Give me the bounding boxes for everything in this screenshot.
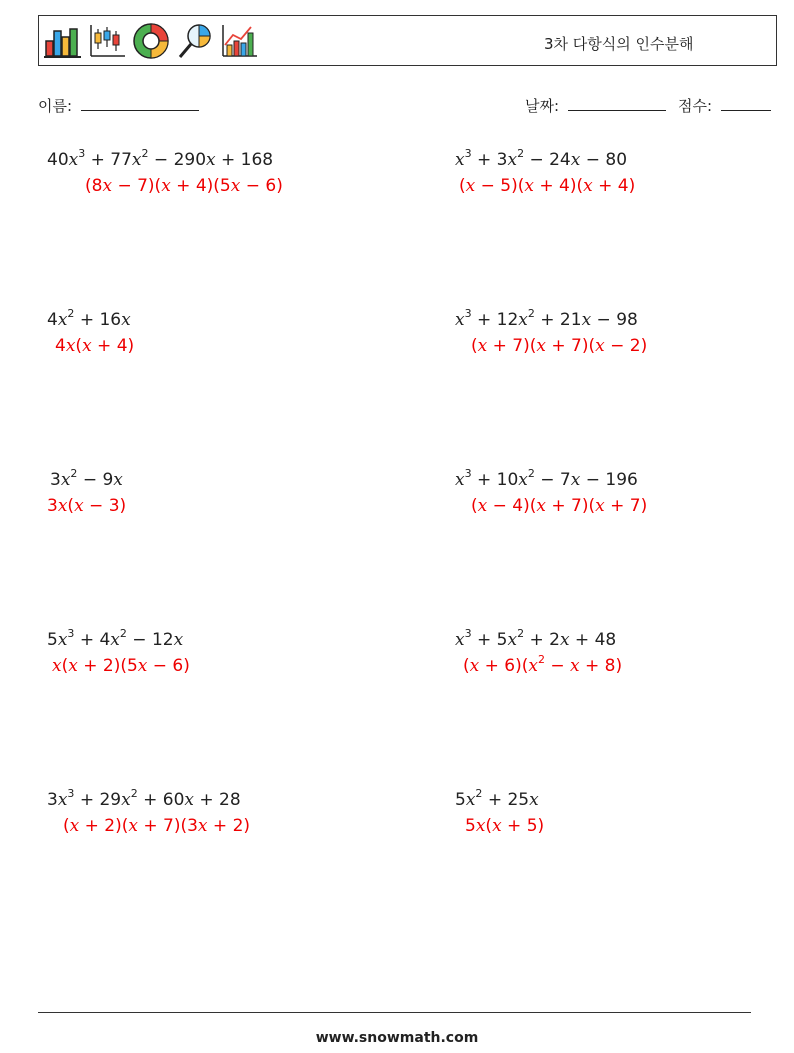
name-field xyxy=(38,95,199,116)
score-field xyxy=(678,95,771,116)
problem-1 xyxy=(47,147,283,196)
problem-answer: (x − 4)(x + 7)(x + 7) xyxy=(471,496,648,516)
problem-8 xyxy=(455,627,623,676)
problem-5 xyxy=(47,467,127,516)
name-blank[interactable] xyxy=(81,96,199,111)
name-label: 이름: xyxy=(38,97,73,115)
candlestick-chart-icon xyxy=(87,21,127,61)
score-label: 점수: xyxy=(678,97,713,115)
problem-answer: 5x(x + 5) xyxy=(465,816,545,836)
problem-3 xyxy=(47,307,135,356)
problem-6 xyxy=(455,467,648,516)
date-field xyxy=(525,95,666,116)
problem-question: $x^3 + 3x^2 - 24x - 80$ xyxy=(455,147,628,170)
problem-question: $3x^3 + 29x^2 + 60x + 28$ xyxy=(47,787,241,810)
area-chart-icon xyxy=(219,21,259,61)
score-blank[interactable] xyxy=(721,96,771,111)
donut-chart-icon xyxy=(131,21,171,61)
problem-7 xyxy=(47,627,190,676)
problem-question: $4x^2 + 16x$ xyxy=(47,307,131,330)
problem-question: $x^3 + 10x^2 - 7x - 196$ xyxy=(455,467,638,490)
problem-9 xyxy=(47,787,251,836)
problem-answer: (x + 7)(x + 7)(x − 2) xyxy=(471,336,648,356)
problem-4 xyxy=(455,307,648,356)
bar-chart-icon xyxy=(43,21,83,61)
magnifier-chart-icon xyxy=(175,21,215,61)
problem-answer: x(x + 2)(5x − 6) xyxy=(52,656,190,676)
worksheet-title: 3차 다항식의 인수분해 xyxy=(544,35,694,53)
problem-question: $40x^3 + 77x^2 - 290x + 168$ xyxy=(47,147,274,170)
problem-answer: $(x + 6)(x^2 - x + 8)$ xyxy=(463,653,623,676)
footer-divider xyxy=(38,1012,751,1013)
footer-url[interactable]: www.snowmath.com xyxy=(315,1030,479,1046)
header-box xyxy=(38,15,777,66)
date-label: 날짜: xyxy=(525,97,560,115)
problem-answer: 4x(x + 4) xyxy=(55,336,135,356)
problem-answer: (x − 5)(x + 4)(x + 4) xyxy=(459,176,636,196)
problem-answer: 3x(x − 3) xyxy=(47,496,127,516)
problem-answer: (8x − 7)(x + 4)(5x − 6) xyxy=(85,176,283,196)
problem-question: $3x^2 - 9x$ xyxy=(50,467,123,490)
problem-answer: (x + 2)(x + 7)(3x + 2) xyxy=(63,816,251,836)
problem-2 xyxy=(455,147,636,196)
problem-10 xyxy=(455,787,545,836)
problem-question: $5x^3 + 4x^2 - 12x$ xyxy=(47,627,184,650)
icon-strip xyxy=(43,21,259,61)
problem-question: $x^3 + 12x^2 + 21x - 98$ xyxy=(455,307,638,330)
problem-question: $x^3 + 5x^2 + 2x + 48$ xyxy=(455,627,617,650)
problem-question: $5x^2 + 25x$ xyxy=(455,787,539,810)
date-blank[interactable] xyxy=(568,96,666,111)
